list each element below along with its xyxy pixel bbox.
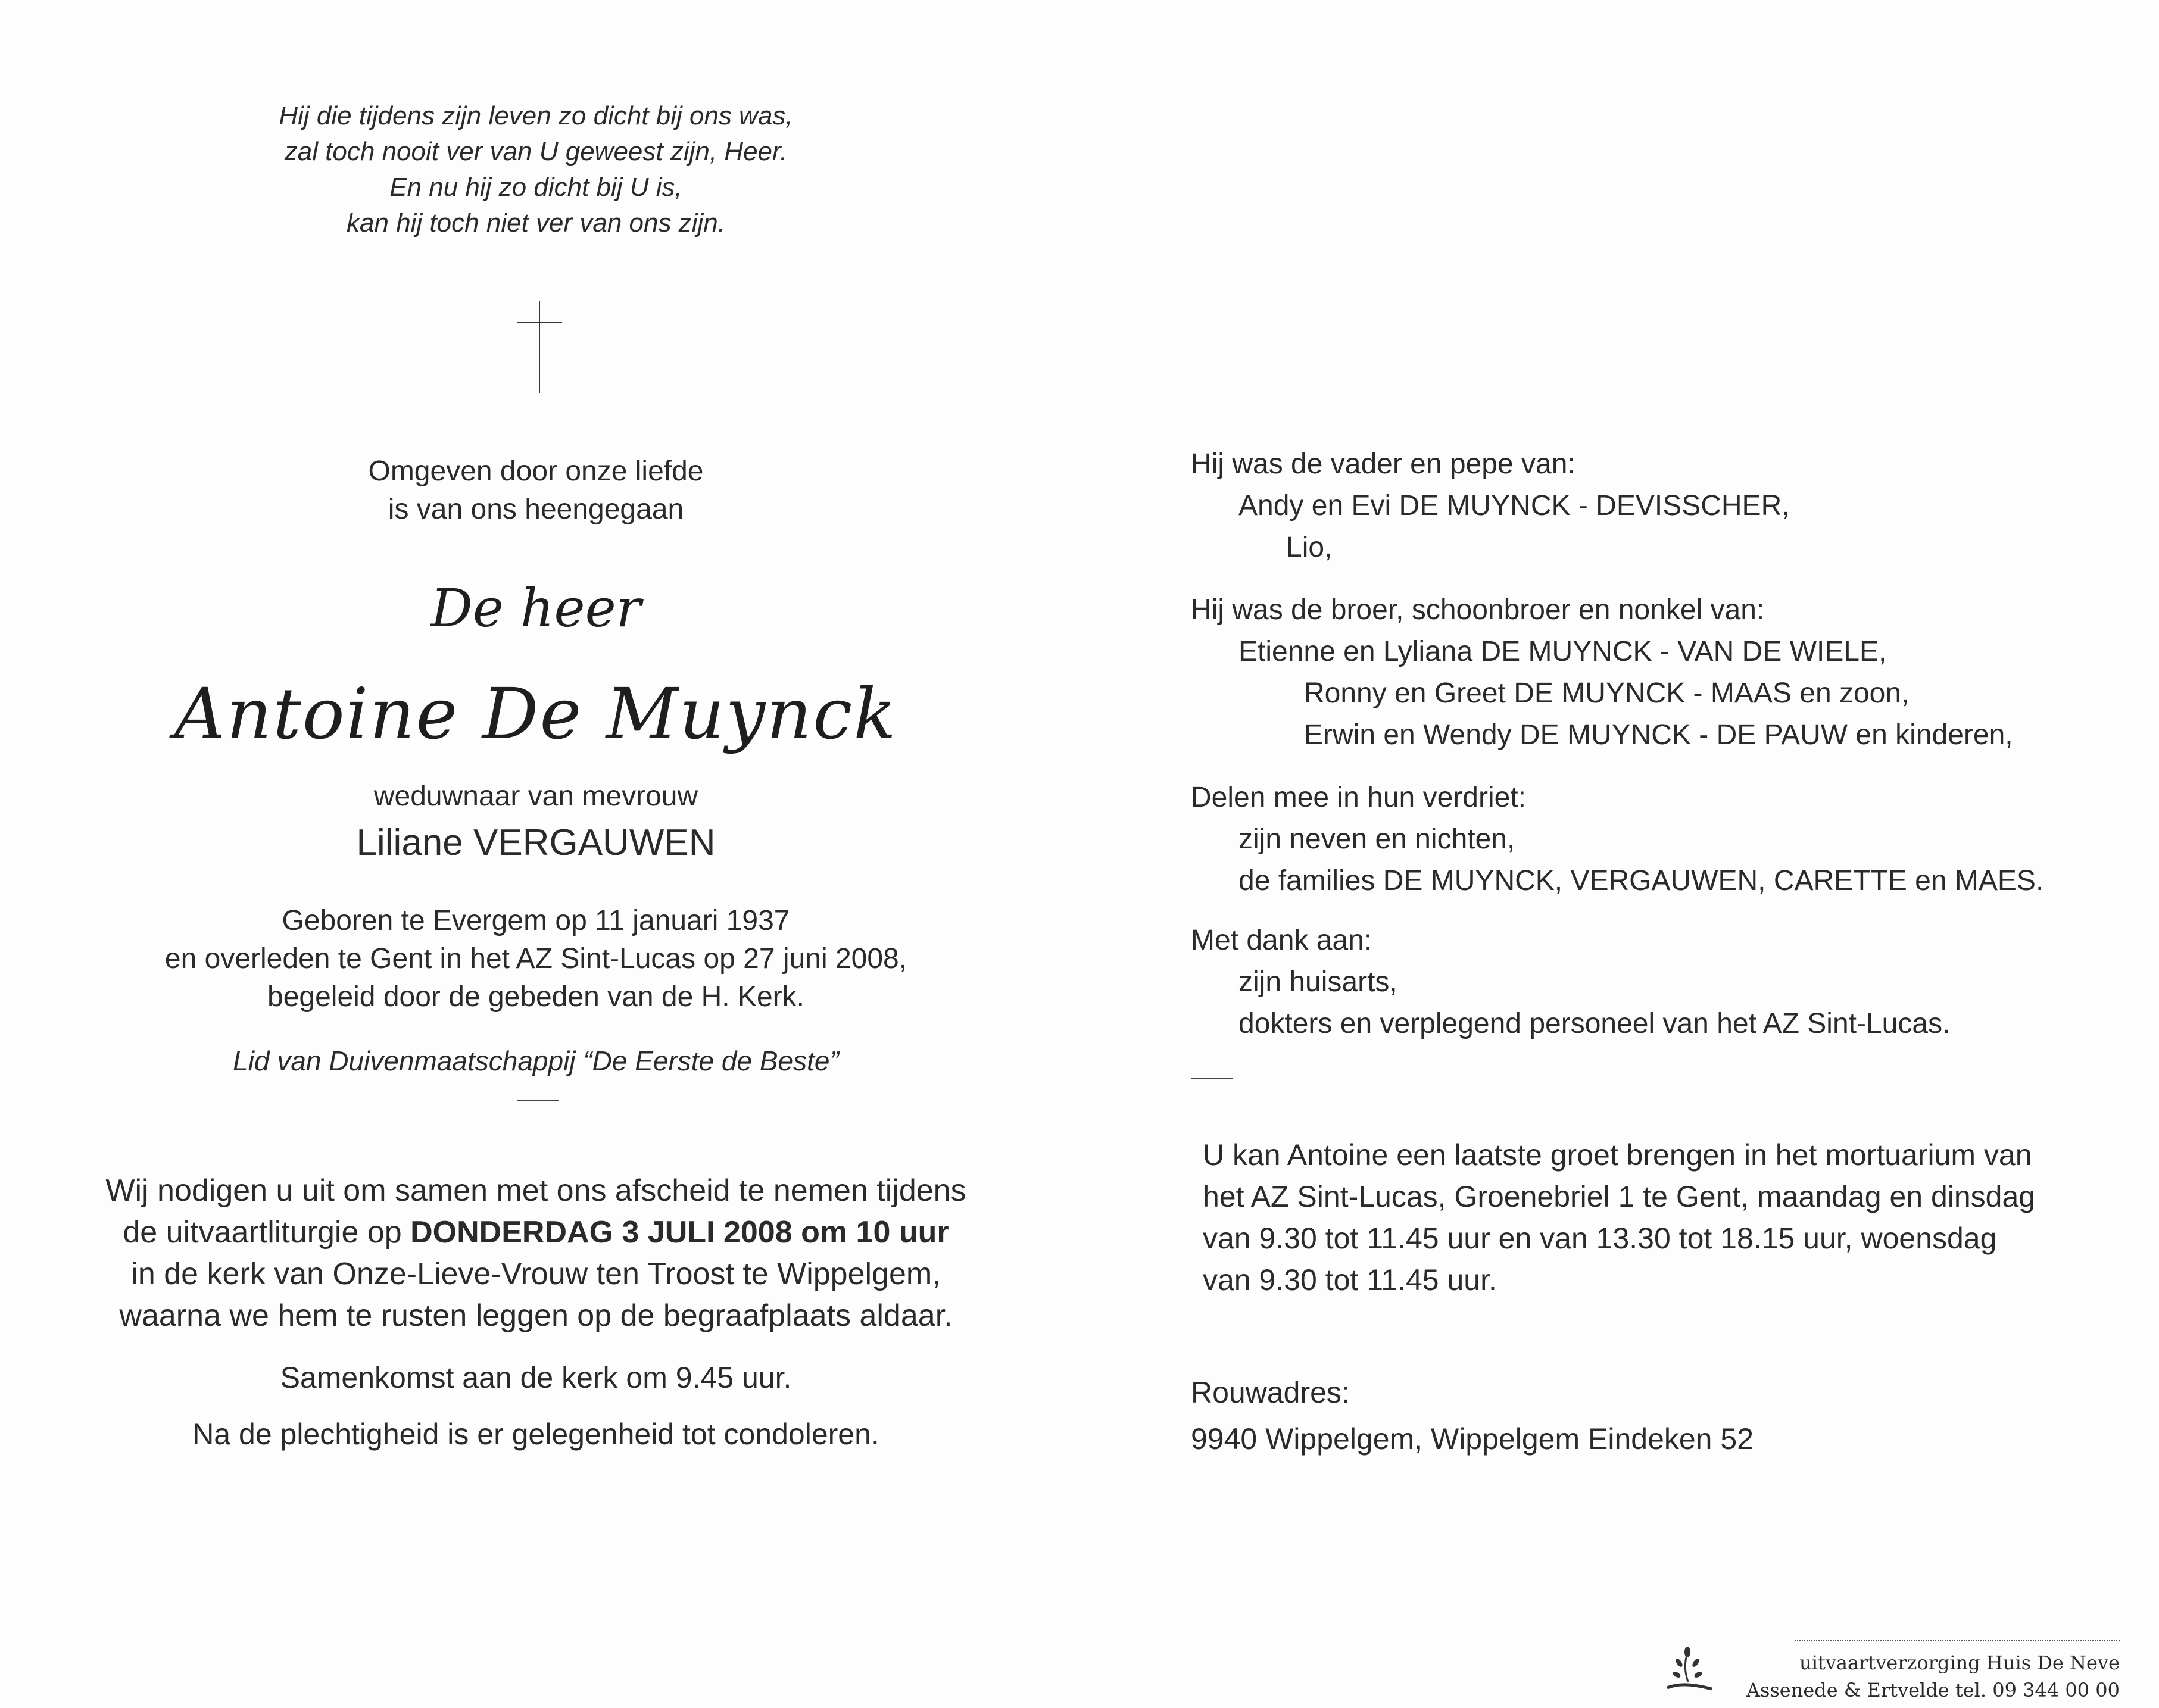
visit-line: het AZ Sint-Lucas, Groenebriel 1 te Gent, maandag en dinsdag xyxy=(1203,1180,2036,1213)
section-heading: Hij was de vader en pepe van: xyxy=(1191,448,1575,480)
intro-line: Omgeven door onze liefde xyxy=(368,455,704,487)
family-share xyxy=(1191,777,2043,902)
visitation-info xyxy=(1203,1134,2035,1301)
family-father xyxy=(1191,444,1790,569)
deceased-name: Antoine De Muynck xyxy=(174,673,897,755)
address-line: 9940 Wippelgem, Wippelgem Eindeken 52 xyxy=(1191,1422,1754,1456)
poem-line: kan hij toch niet ver van ons zijn. xyxy=(347,208,725,238)
dates-line: en overleden te Gent in het AZ Sint-Lucas op 27 juni 2008, xyxy=(164,943,907,975)
right-page xyxy=(1191,0,2144,1708)
family-line: Lio, xyxy=(1286,532,1333,563)
family-line: de families DE MUYNCK, VERGAUWEN, CARETTE en MAES. xyxy=(1238,865,2044,897)
address-heading: Rouwadres: xyxy=(1191,1376,1350,1409)
intro xyxy=(0,452,1072,529)
visit-line: U kan Antoine een laatste groet brengen in het mortuarium van xyxy=(1203,1138,2032,1172)
family-line: Andy en Evi DE MUYNCK - DEVISSCHER, xyxy=(1238,490,1790,522)
invitation xyxy=(0,1170,1072,1337)
poem-line: zal toch nooit ver van U geweest zijn, Heer. xyxy=(284,137,788,166)
cross-icon-bar xyxy=(517,322,562,323)
thanks-line: dokters en verplegend personeel van het AZ Sint-Lucas. xyxy=(1238,1008,1951,1039)
funeral-home xyxy=(1667,1649,2120,1704)
section-heading: Delen mee in hun verdriet: xyxy=(1191,782,1526,813)
gathering-time: Samenkomst aan de kerk om 9.45 uur. xyxy=(280,1361,792,1394)
cross-icon xyxy=(539,301,540,393)
dates-line: Geboren te Evergem op 11 januari 1937 xyxy=(282,905,790,936)
thanks-line: zijn huisarts, xyxy=(1238,966,1397,998)
dates-line: begeleid door de gebeden van de H. Kerk. xyxy=(267,981,804,1013)
poem-line: En nu hij zo dicht bij U is, xyxy=(389,173,682,202)
mourning-address xyxy=(1191,1369,1754,1462)
invite-line: waarna we hem te rusten leggen op de begraafplaats aldaar. xyxy=(119,1298,953,1333)
footer-rule xyxy=(1795,1640,2120,1641)
visit-line: van 9.30 tot 11.45 uur en van 13.30 tot 18.15 uur, woensdag xyxy=(1203,1222,1997,1255)
divider xyxy=(1191,1078,1233,1079)
widow-name: Liliane VERGAUWEN xyxy=(356,822,716,863)
family-line: zijn neven en nichten, xyxy=(1238,823,1515,855)
invite-line: Wij nodigen u uit om samen met ons afscheid te nemen tijdens xyxy=(105,1173,966,1208)
title-honorific: De heer xyxy=(430,577,641,639)
widow-label: weduwnaar van mevrouw xyxy=(373,780,698,812)
invite-text: de uitvaartliturgie op xyxy=(123,1215,411,1250)
funeral-home-name: uitvaartverzorging Huis De Neve xyxy=(1799,1651,2120,1674)
poem xyxy=(89,98,982,241)
invite-line xyxy=(0,1211,1072,1253)
section-heading: Met dank aan: xyxy=(1191,925,1372,956)
left-page xyxy=(0,0,1072,1708)
condolence-note: Na de plechtigheid is er gelegenheid tot condoleren. xyxy=(192,1417,879,1451)
family-line: Erwin en Wendy DE MUYNCK - DE PAUW en kinderen, xyxy=(1304,719,2013,751)
funeral-date: DONDERDAG 3 JULI 2008 om 10 uur xyxy=(410,1215,949,1250)
funeral-home-contact: Assenede & Ertvelde tel. 09 344 00 00 xyxy=(1746,1679,2120,1701)
intro-line: is van ons heengegaan xyxy=(388,494,684,525)
membership: Lid van Duivenmaatschappij “De Eerste de Beste” xyxy=(233,1045,839,1076)
visit-line: van 9.30 tot 11.45 uur. xyxy=(1203,1263,1497,1297)
invite-line: in de kerk van Onze-Lieve-Vrouw ten Troost te Wippelgem, xyxy=(131,1257,941,1291)
family-siblings xyxy=(1191,589,2013,756)
divider xyxy=(517,1100,559,1101)
family-line: Etienne en Lyliana DE MUYNCK - VAN DE WIELE, xyxy=(1238,636,1887,667)
section-heading: Hij was de broer, schoonbroer en nonkel van: xyxy=(1191,594,1765,626)
thanks xyxy=(1191,920,1950,1045)
family-line: Ronny en Greet DE MUYNCK - MAAS en zoon, xyxy=(1304,677,1910,709)
poem-line: Hij die tijdens zijn leven zo dicht bij ons was, xyxy=(279,101,793,130)
birth-death-info xyxy=(0,902,1072,1016)
